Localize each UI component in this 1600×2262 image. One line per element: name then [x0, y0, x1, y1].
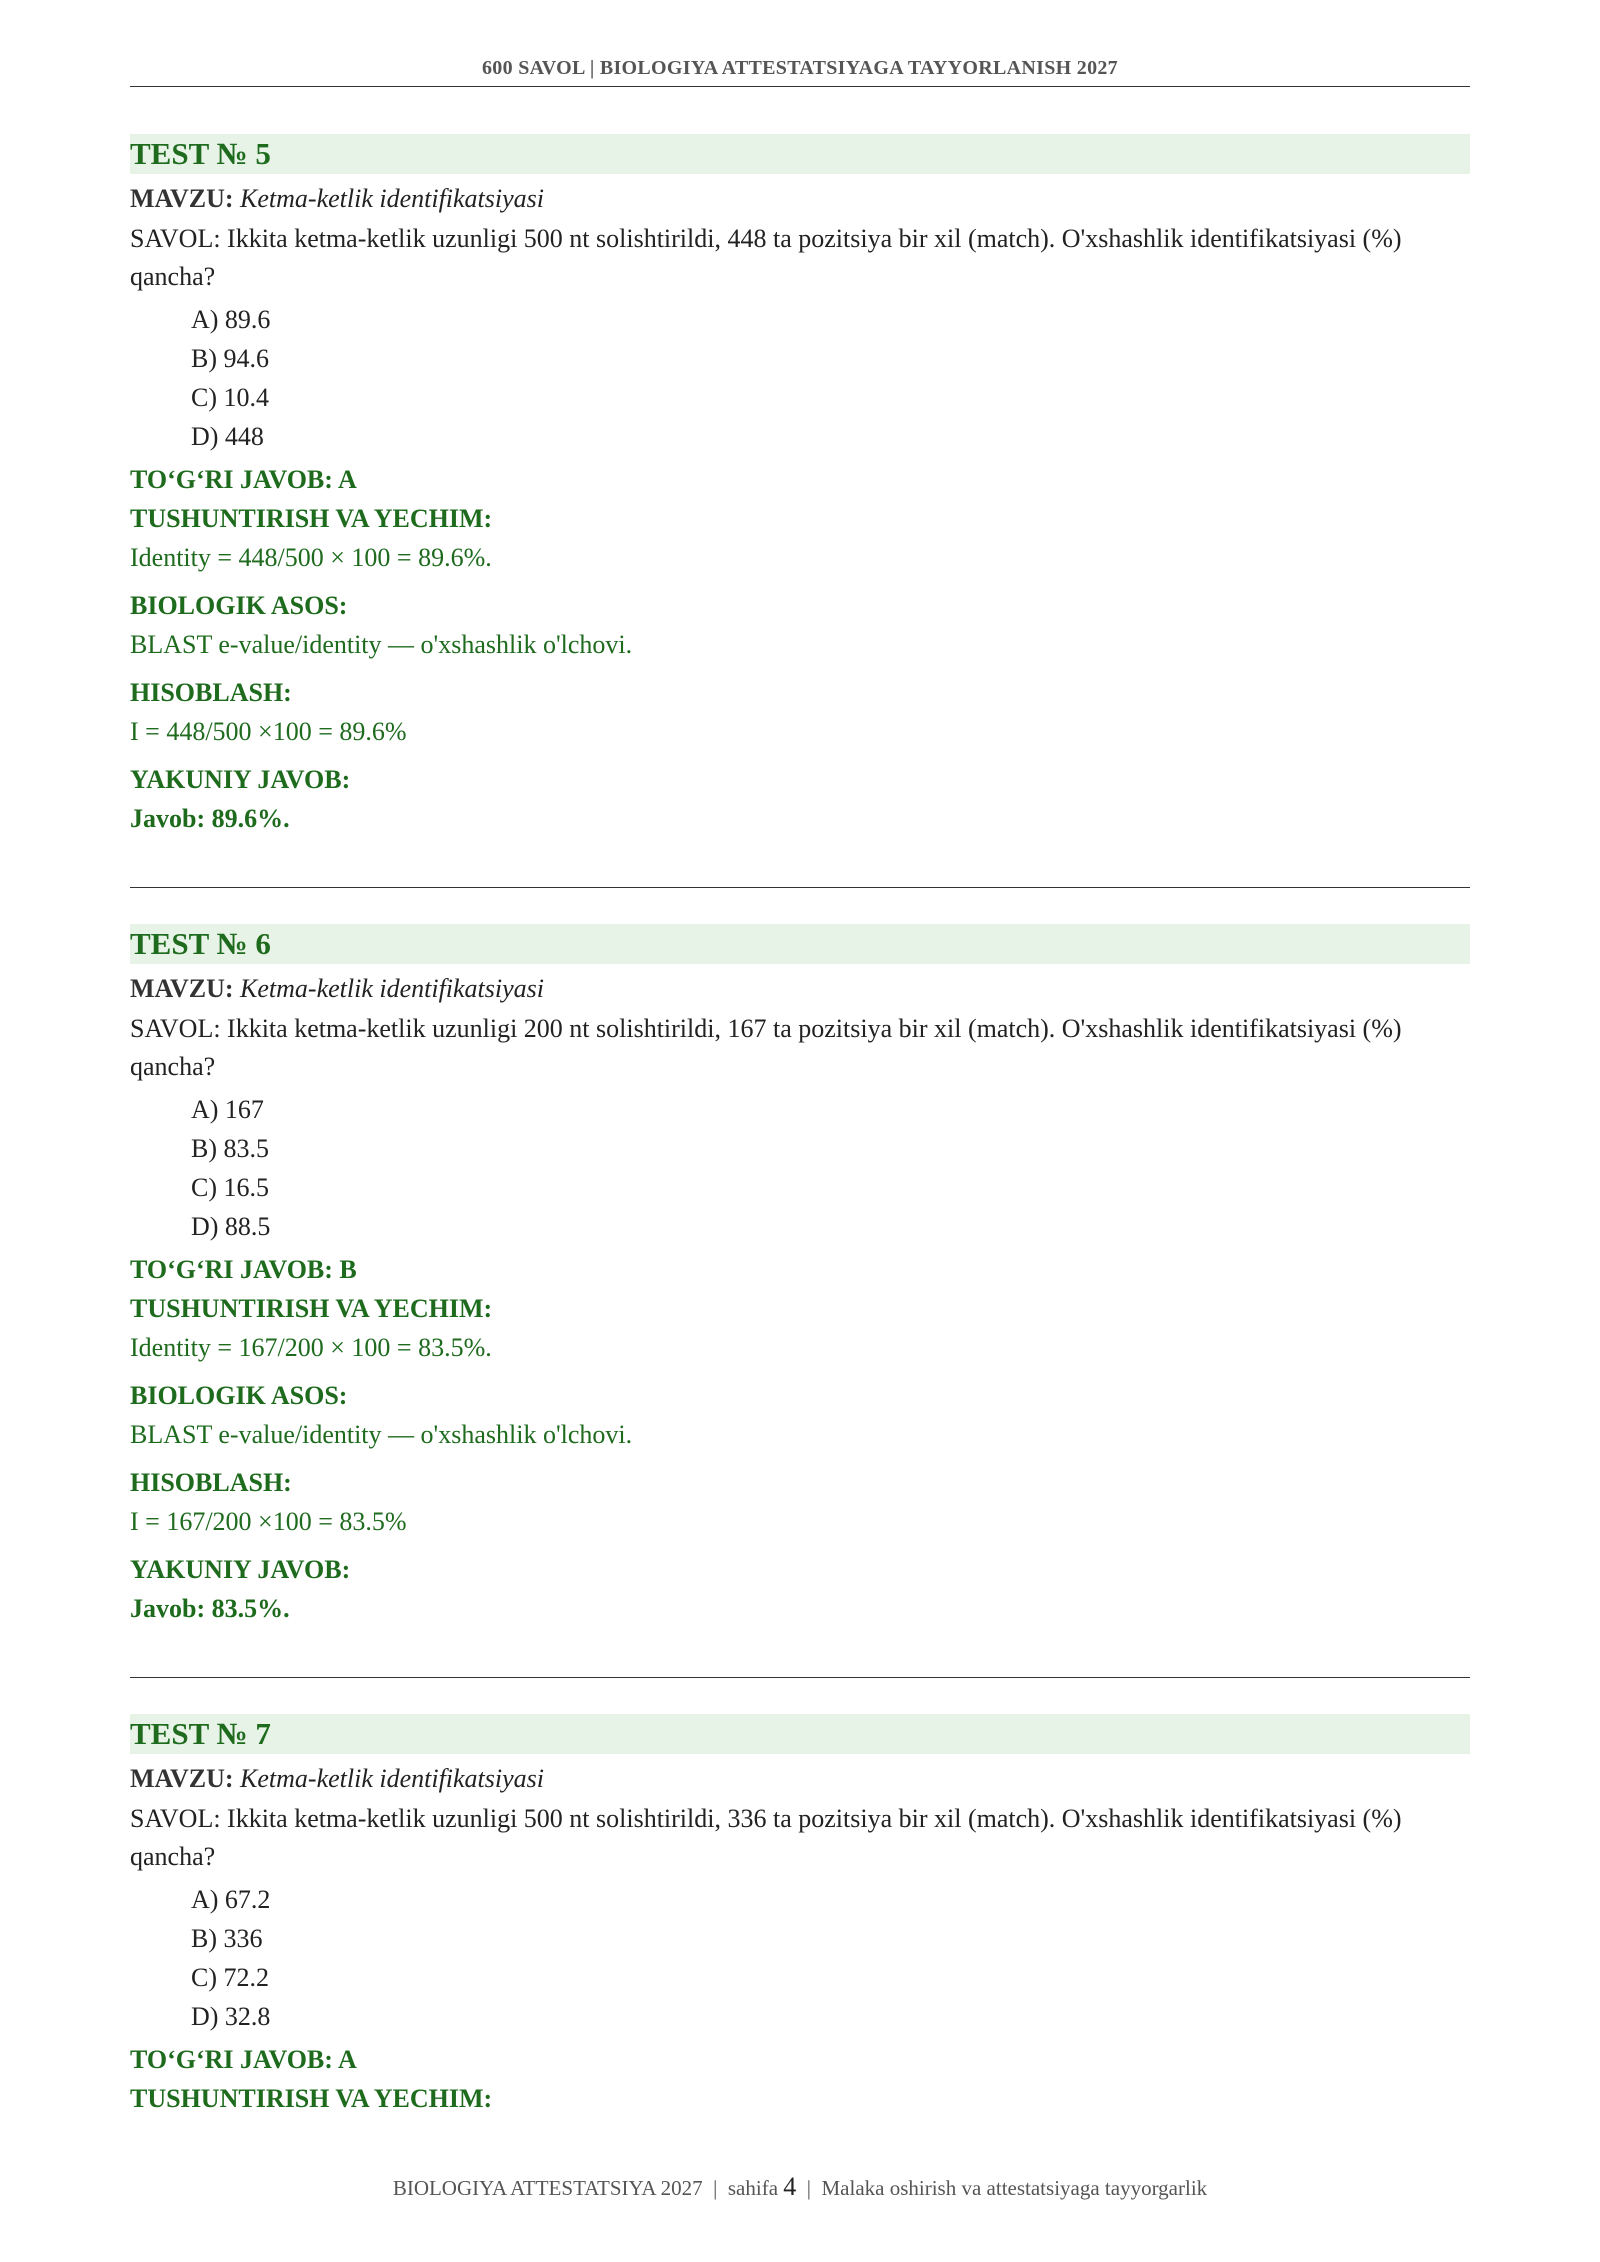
test-title: TEST № 7: [130, 1714, 1470, 1754]
footer-divider: |: [713, 2176, 718, 2200]
answer-options: [130, 1090, 1470, 1246]
topic-label: MAVZU:: [130, 1764, 234, 1793]
page-content: [130, 134, 1470, 2118]
topic-value: Ketma-ketlik identifikatsiyasi: [240, 974, 545, 1003]
footer-divider: |: [806, 2176, 811, 2200]
topic-label: MAVZU:: [130, 184, 234, 213]
topic-value: Ketma-ketlik identifikatsiyasi: [240, 184, 545, 213]
basis-text: BLAST e-value/identity — o'xshashlik o'lchovi.: [130, 630, 633, 659]
explanation-heading: TUSHUNTIRISH VA YECHIM:: [130, 504, 493, 533]
question-text: SAVOL: Ikkita ketma-ketlik uzunligi 500 nt solishtirildi, 448 ta pozitsiya bir xil (match). O'xshashlik identifikatsiyasi (%) qancha?: [130, 224, 1402, 291]
correct-answer: TO‘G‘RI JAVOB: B: [130, 1255, 357, 1284]
option-b: B) 83.5: [191, 1134, 269, 1163]
option-b: B) 94.6: [191, 344, 269, 373]
calculation-text: I = 448/500 ×100 = 89.6%: [130, 717, 407, 746]
answer-options: [130, 300, 1470, 456]
page-header: 600 SAVOL | BIOLOGIYA ATTESTATSIYAGA TAYYORLANISH 2027: [482, 57, 1118, 79]
topic-line: [130, 180, 1470, 218]
calculation-text: I = 167/200 ×100 = 83.5%: [130, 1507, 407, 1536]
explanation-text: Identity = 448/500 × 100 = 89.6%.: [130, 543, 492, 572]
topic-line: [130, 1760, 1470, 1798]
option-c: C) 16.5: [191, 1173, 269, 1202]
correct-answer: TO‘G‘RI JAVOB: A: [130, 465, 357, 494]
explanation-heading: TUSHUNTIRISH VA YECHIM:: [130, 2084, 493, 2113]
footer-left: BIOLOGIYA ATTESTATSIYA 2027: [392, 2176, 703, 2200]
option-a: A) 167: [191, 1095, 264, 1124]
final-answer: Javob: 89.6%.: [130, 804, 290, 833]
test-7: [130, 1714, 1470, 2118]
final-answer: Javob: 83.5%.: [130, 1594, 290, 1623]
question-text: SAVOL: Ikkita ketma-ketlik uzunligi 500 nt solishtirildi, 336 ta pozitsiya bir xil (match). O'xshashlik identifikatsiyasi (%) qancha?: [130, 1804, 1402, 1871]
final-answer-heading: YAKUNIY JAVOB:: [130, 765, 351, 794]
header-rule: [130, 86, 1470, 87]
test-title: TEST № 6: [130, 924, 1470, 964]
topic-label: MAVZU:: [130, 974, 234, 1003]
option-d: D) 88.5: [191, 1212, 271, 1241]
explanation-text: Identity = 167/200 × 100 = 83.5%.: [130, 1333, 492, 1362]
topic-line: [130, 970, 1470, 1008]
test-6: [130, 924, 1470, 1629]
test-5: [130, 134, 1470, 839]
footer-right: Malaka oshirish va attestatsiyaga tayyorgarlik: [821, 2176, 1208, 2200]
calculation-heading: HISOBLASH:: [130, 1468, 292, 1497]
basis-text: BLAST e-value/identity — o'xshashlik o'lchovi.: [130, 1420, 633, 1449]
option-a: A) 67.2: [191, 1885, 271, 1914]
basis-heading: BIOLOGIK ASOS:: [130, 591, 348, 620]
topic-value: Ketma-ketlik identifikatsiyasi: [240, 1764, 545, 1793]
footer-page-label: sahifa: [727, 2176, 779, 2200]
page-footer: [130, 2172, 1470, 2202]
test-title: TEST № 5: [130, 134, 1470, 174]
option-d: D) 448: [191, 422, 264, 451]
final-answer-heading: YAKUNIY JAVOB:: [130, 1555, 351, 1584]
option-b: B) 336: [191, 1924, 263, 1953]
explanation-heading: TUSHUNTIRISH VA YECHIM:: [130, 1294, 493, 1323]
option-c: C) 72.2: [191, 1963, 269, 1992]
page-number: 4: [783, 2172, 797, 2201]
option-a: A) 89.6: [191, 305, 271, 334]
option-c: C) 10.4: [191, 383, 269, 412]
correct-answer: TO‘G‘RI JAVOB: A: [130, 2045, 357, 2074]
calculation-heading: HISOBLASH:: [130, 678, 292, 707]
question-text: SAVOL: Ikkita ketma-ketlik uzunligi 200 nt solishtirildi, 167 ta pozitsiya bir xil (match). O'xshashlik identifikatsiyasi (%) qancha?: [130, 1014, 1402, 1081]
answer-options: [130, 1880, 1470, 2036]
section-divider: [130, 887, 1470, 888]
basis-heading: BIOLOGIK ASOS:: [130, 1381, 348, 1410]
section-divider: [130, 1677, 1470, 1678]
option-d: D) 32.8: [191, 2002, 271, 2031]
